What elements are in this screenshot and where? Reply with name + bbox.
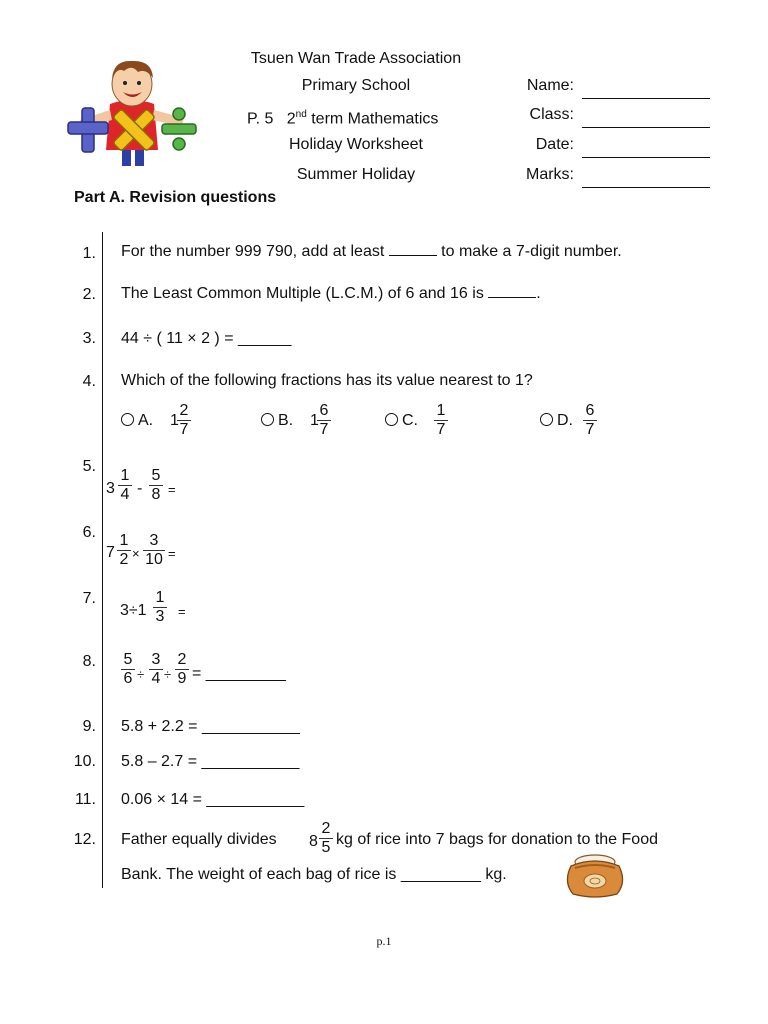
- school-name: Tsuen Wan Trade Association: [250, 50, 462, 67]
- q6-operator: ×: [132, 546, 140, 561]
- radio-circle-icon[interactable]: [385, 413, 398, 426]
- question-number: 2.: [82, 286, 96, 303]
- q6-fraction-2: $\frac{3}{10}$: [143, 532, 165, 569]
- question-number: 4.: [82, 373, 96, 390]
- q8-equals-blank: = _________: [192, 665, 286, 682]
- class-label: Class:: [529, 106, 574, 123]
- q8-operator-2: ÷: [164, 667, 172, 682]
- q5-operator: -: [137, 480, 143, 497]
- date-label: Date:: [535, 136, 574, 153]
- question-number: 3.: [82, 330, 96, 347]
- q5-fraction-1: $\frac{1}{4}$: [118, 467, 132, 504]
- question-4-text: Which of the following fractions has its value nearest to 1?: [121, 372, 533, 389]
- question-number: 6.: [82, 524, 96, 541]
- question-number: 12.: [73, 831, 96, 848]
- name-label: Name:: [526, 77, 574, 94]
- page-number: p.1: [376, 934, 392, 948]
- question-12-text-c: Bank. The weight of each bag of rice is _________ kg.: [121, 866, 507, 883]
- q8-operator-1: ÷: [137, 667, 145, 682]
- answer-blank[interactable]: [389, 255, 437, 256]
- math-boy-illustration: [62, 58, 202, 170]
- marks-field[interactable]: [582, 171, 710, 188]
- question-number: 9.: [82, 718, 96, 735]
- option-a[interactable]: A.: [121, 411, 153, 431]
- question-10-text: 5.8 – 2.7 = ___________: [121, 753, 300, 770]
- option-b-whole: 1: [310, 412, 319, 429]
- option-b-fraction: $\frac{6}{7}$: [317, 402, 331, 439]
- school-type: Primary School: [301, 77, 411, 94]
- q7-equals: =: [178, 604, 186, 619]
- q6-fraction-1: $\frac{1}{2}$: [117, 532, 131, 569]
- question-12-text-b: kg of rice into 7 bags for donation to the Food: [336, 831, 658, 848]
- q12-whole: 8: [309, 833, 318, 850]
- question-number: 11.: [74, 791, 96, 808]
- question-11-text: 0.06 × 14 = ___________: [121, 791, 305, 808]
- q8-fraction-1: $\frac{5}{6}$: [121, 651, 135, 688]
- option-c-fraction: $\frac{1}{7}$: [434, 402, 448, 439]
- subject-title: P. 5 2nd term Mathematics: [247, 109, 439, 128]
- question-12-text-a: Father equally divides: [121, 831, 277, 848]
- marks-label: Marks:: [526, 166, 574, 183]
- option-a-fraction: $\frac{2}{7}$: [177, 402, 191, 439]
- q6-whole: 7: [106, 544, 115, 561]
- radio-circle-icon[interactable]: [261, 413, 274, 426]
- q8-fraction-3: $\frac{2}{9}$: [175, 651, 189, 688]
- q8-fraction-2: $\frac{3}{4}$: [149, 651, 163, 688]
- option-b[interactable]: B.: [261, 411, 293, 431]
- q7-fraction: $\frac{1}{3}$: [153, 589, 167, 626]
- option-c[interactable]: C.: [385, 411, 418, 431]
- question-number: 8.: [82, 653, 96, 670]
- question-number: 1.: [82, 245, 96, 262]
- q5-equals: =: [168, 482, 176, 497]
- option-d[interactable]: D.: [540, 411, 573, 431]
- name-field[interactable]: [582, 82, 710, 99]
- question-3-text: 44 ÷ ( 11 × 2 ) = ______: [121, 330, 292, 347]
- q12-fraction: $\frac{2}{5}$: [319, 820, 333, 857]
- question-number: 10.: [73, 753, 96, 770]
- q6-equals: =: [168, 546, 176, 561]
- question-2-text: The Least Common Multiple (L.C.M.) of 6 and 16 is .: [121, 285, 541, 302]
- q7-lead: 3÷1: [120, 602, 147, 619]
- rice-bag-icon: [565, 852, 625, 898]
- holiday-title: Summer Holiday: [296, 166, 416, 183]
- class-field[interactable]: [582, 111, 710, 128]
- radio-circle-icon[interactable]: [121, 413, 134, 426]
- question-9-text: 5.8 + 2.2 = ___________: [121, 718, 300, 735]
- q5-fraction-2: $\frac{5}{8}$: [149, 467, 163, 504]
- option-a-whole: 1: [170, 412, 179, 429]
- question-margin-line: [102, 232, 103, 888]
- question-1-text: For the number 999 790, add at least to make a 7-digit number.: [121, 243, 622, 260]
- part-a-title: Part A. Revision questions: [74, 189, 277, 206]
- radio-circle-icon[interactable]: [540, 413, 553, 426]
- question-number: 5.: [82, 458, 96, 475]
- option-d-fraction: $\frac{6}{7}$: [583, 402, 597, 439]
- date-field[interactable]: [582, 141, 710, 158]
- answer-blank[interactable]: [488, 297, 536, 298]
- q5-whole: 3: [106, 480, 115, 497]
- worksheet-title: Holiday Worksheet: [289, 136, 423, 153]
- question-number: 7.: [82, 590, 96, 607]
